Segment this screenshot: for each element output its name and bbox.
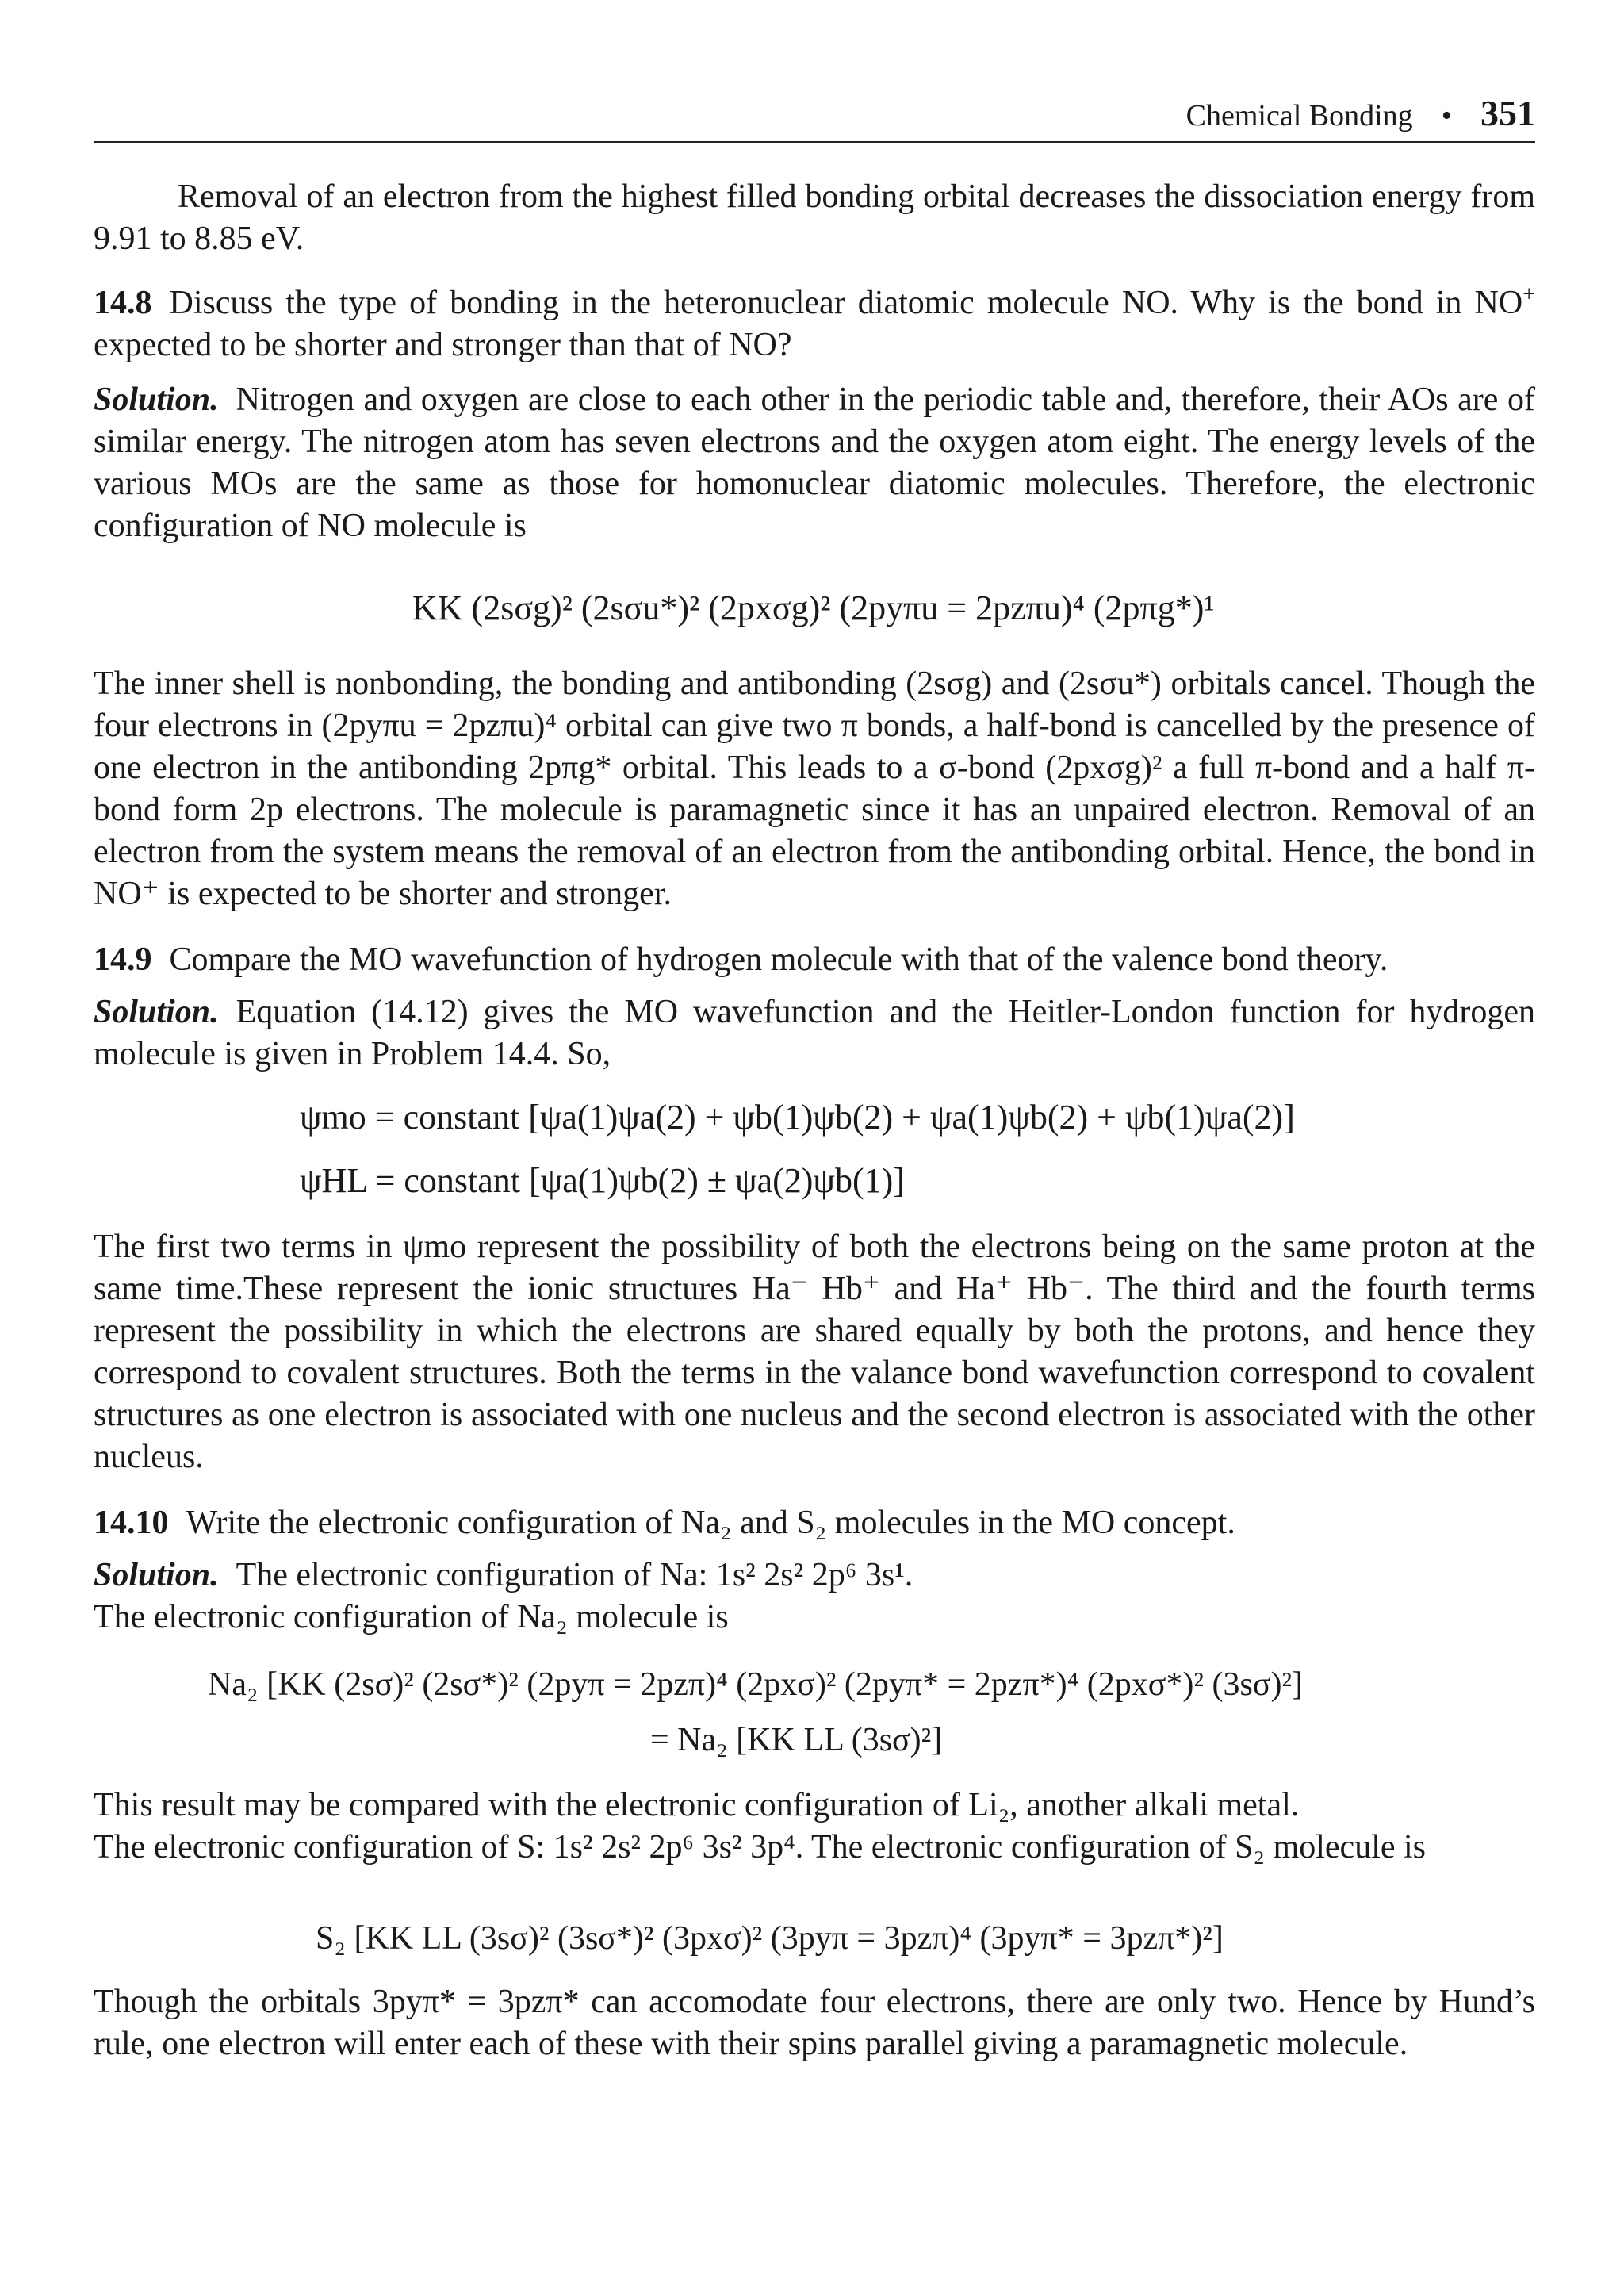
problem-number: 14.10 xyxy=(94,1505,169,1541)
header-right xyxy=(1186,92,1535,137)
problem-14-9-question xyxy=(94,939,1535,981)
problem-14-8-question xyxy=(94,282,1535,366)
solution-body: Equation (14.12) gives the MO wavefunction and the Heitler-London function for hydrogen molecule is given in Problem 14.4. So, xyxy=(94,994,1535,1072)
solution-14-10-text xyxy=(94,1555,1535,1597)
conclusion-text: Though the orbitals 3pyπ* = 3pzπ* can accomodate four electrons, there are only two. Hence by Hund’s rule, one electron will enter each of these with their spins parallel giving a paramagnetic molecule. xyxy=(94,1984,1535,2062)
page-number: 351 xyxy=(1480,93,1535,133)
na2-configuration-equation: Na₂ [KK (2sσ)² (2sσ*)² (2pyπ = 2pzπ)⁴ (2pxσ)² (2pyπ* = 2pzπ*)⁴ (2pxσ*)² (3sσ)²] xyxy=(208,1666,1304,1703)
solution-body: The electronic configuration of Na: 1s² 2s² 2p⁶ 3s¹. xyxy=(236,1557,914,1593)
mo-wavefunction-equation: ψmo = constant [ψa(1)ψa(2) + ψb(1)ψb(2) + ψa(1)ψb(2) + ψb(1)ψa(2)] xyxy=(300,1098,1295,1137)
na2-simplified-equation: = Na₂ [KK LL (3sσ)²] xyxy=(650,1722,943,1758)
li2-comparison: This result may be compared with the electronic configuration of Li₂, another alkali metal. xyxy=(94,1787,1300,1823)
question-text: Compare the MO wavefunction of hydrogen molecule with that of the valence bond theory. xyxy=(169,941,1388,978)
solution-14-8 xyxy=(94,379,1535,547)
explanation-14-9 xyxy=(94,1226,1535,1478)
explanation-14-9-text: The first two terms in ψmo represent the possibility of both the electrons being on the same proton at the same time.These represent the ionic structures Ha⁻ Hb⁺ and Ha⁺ Hb⁻. The third and the fourth terms represent the possibility in which the electrons are shared equally by both the protons, and hence they correspond to covalent structures. Both the terms in the valance bond wavefunction correspond to covalent structures as one electron is associated with one nucleus and the second electron is associated with the other nucleus. xyxy=(94,1229,1535,1475)
solution-14-10 xyxy=(94,1555,1535,1639)
solution-label: Solution. xyxy=(94,381,219,418)
problem-14-10 xyxy=(94,1502,1535,1544)
question-text: Write the electronic configuration of Na₂ and S₂ molecules in the MO concept. xyxy=(186,1505,1235,1541)
intro-text: Removal of an electron from the highest filled bonding orbital decreases the dissociation energy from 9.91 to 8.85 eV. xyxy=(94,178,1535,257)
explanation-14-8-text: The inner shell is nonbonding, the bonding and antibonding (2sσg) and (2sσu*) orbitals cancel. Though the four electrons in (2pyπu = 2pzπu)⁴ orbital can give two π bonds, a half-bond is cancelled by the presence of one electron in the antibonding 2pπg* orbital. This leads to a σ-bond (2pxσg)² a full π-bond and a half π-bond form 2p electrons. The molecule is paramagnetic since it has an unpaired electron. Removal of an electron from the system means the removal of an electron from the antibonding orbital. Hence, the bond in NO⁺ is expected to be shorter and stronger. xyxy=(94,665,1535,912)
problem-14-10-question xyxy=(94,1502,1535,1544)
question-sup: + xyxy=(1522,282,1535,307)
solution-14-8-text xyxy=(94,379,1535,547)
solution-14-9 xyxy=(94,991,1535,1075)
problem-14-9 xyxy=(94,939,1535,981)
solution-label: Solution. xyxy=(94,994,219,1030)
question-text-b: expected to be shorter and stronger than that of NO? xyxy=(94,327,792,363)
conclusion-14-10 xyxy=(94,1981,1535,2065)
s2-configuration-equation: S₂ [KK LL (3sσ)² (3sσ*)² (3pxσ)² (3pyπ = 3pzπ)⁴ (3pyπ* = 3pzπ*)²] xyxy=(316,1920,1224,1957)
question-text-a: Discuss the type of bonding in the heteronuclear diatomic molecule NO. Why is the bond in NO xyxy=(169,285,1523,321)
hl-wavefunction-equation: ψHL = constant [ψa(1)ψb(2) ± ψa(2)ψb(1)] xyxy=(300,1161,905,1200)
solution-label: Solution. xyxy=(94,1557,219,1593)
solution-14-9-text xyxy=(94,991,1535,1075)
running-title: Chemical Bonding xyxy=(1185,99,1413,132)
solution-body: Nitrogen and oxygen are close to each other in the periodic table and, therefore, their AOs are of similar energy. The nitrogen atom has seven electrons and the oxygen atom eight. The energy levels of the various MOs are the same as those for homonuclear diatomic molecules. Therefore, the electronic configuration of NO molecule is xyxy=(94,381,1535,544)
sulfur-configuration-text: The electronic configuration of S: 1s² 2s² 2p⁶ 3s² 3p⁴. The electronic configuration of S₂ molecule is xyxy=(94,1829,1427,1865)
problem-14-8 xyxy=(94,282,1535,366)
problem-number: 14.9 xyxy=(94,941,152,978)
sulfur-section xyxy=(94,1785,1535,1869)
na2-intro: The electronic configuration of Na₂ molecule is xyxy=(94,1599,729,1635)
explanation-14-8 xyxy=(94,663,1535,915)
intro-paragraph xyxy=(94,176,1535,260)
problem-number: 14.8 xyxy=(94,285,152,321)
running-header xyxy=(94,89,1535,143)
header-bullet: • xyxy=(1441,99,1452,132)
no-configuration-equation: KK (2sσg)² (2sσu*)² (2pxσg)² (2pyπu = 2pzπu)⁴ (2pπg*)¹ xyxy=(412,589,1215,627)
